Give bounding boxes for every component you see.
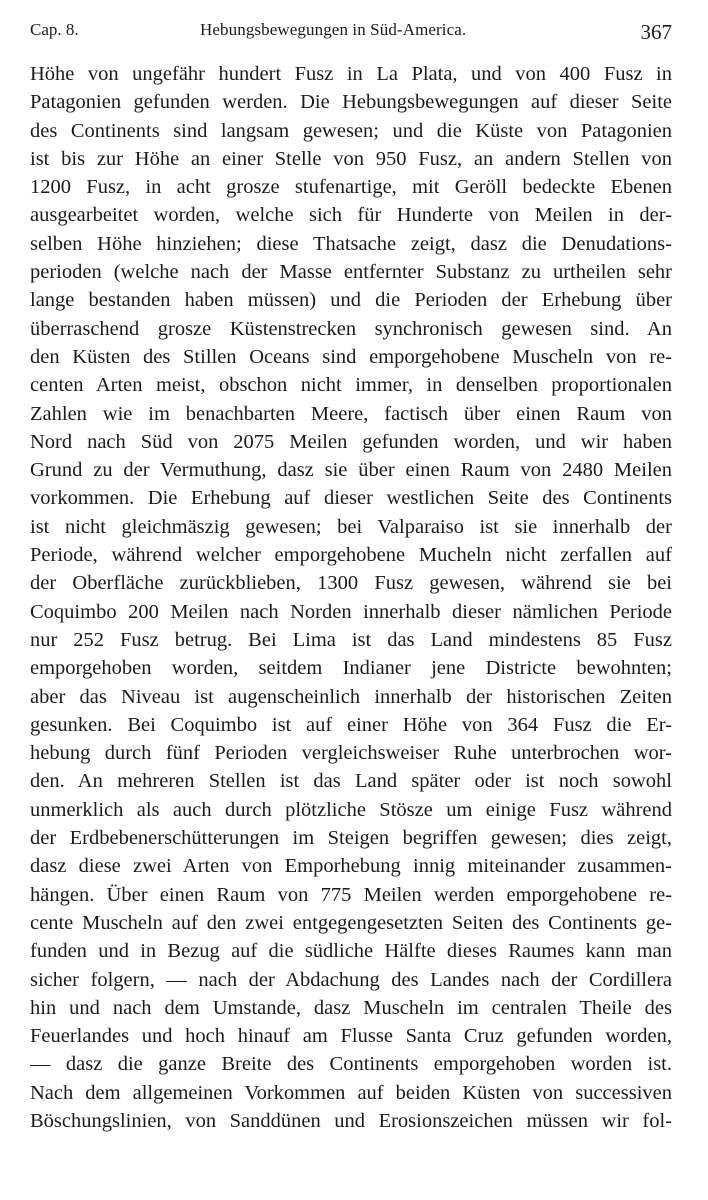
- text-line: Böschungslinien, von Sanddünen und Erosionszeichen müssen wir fol-: [30, 1109, 672, 1132]
- text-line: den Küsten des Stillen Oceans sind emporgehobene Muscheln von re-: [30, 345, 672, 368]
- text-line: funden und in Bezug auf die südliche Hälfte dieses Raumes kann man: [30, 940, 672, 963]
- text-line: unmerklich als auch durch plötzliche Stösze um einige Fusz während: [30, 798, 672, 821]
- text-line: sicher folgern, — nach der Abdachung des Landes nach der Cordillera: [30, 968, 672, 991]
- text-line: der Oberfläche zurückblieben, 1300 Fusz gewesen, während sie bei: [30, 572, 672, 595]
- text-line: ist nicht gleichmäszig gewesen; bei Valparaiso ist sie innerhalb der: [30, 515, 672, 538]
- text-line: den. An mehreren Stellen ist das Land später oder ist noch sowohl: [30, 770, 672, 793]
- text-line: ausgearbeitet worden, welche sich für Hunderte von Meilen in der-: [30, 204, 672, 227]
- text-line: cente Muscheln auf den zwei entgegengesetzten Seiten des Continents ge-: [30, 911, 672, 934]
- text-line: Zahlen wie im benachbarten Meere, factisch über einen Raum von: [30, 402, 672, 425]
- text-line: Patagonien gefunden werden. Die Hebungsbewegungen auf dieser Seite: [30, 91, 672, 114]
- text-line: nur 252 Fusz betrug. Bei Lima ist das Land mindestens 85 Fusz: [30, 628, 672, 651]
- text-line: des Continents sind langsam gewesen; und die Küste von Patagonien: [30, 119, 672, 142]
- text-line: dasz diese zwei Arten von Emporhebung innig miteinander zusammen-: [30, 855, 672, 878]
- text-line: — dasz die ganze Breite des Continents emporgehoben worden ist.: [30, 1053, 672, 1076]
- chapter-label: Cap. 8.: [30, 20, 79, 39]
- text-line: hängen. Über einen Raum von 775 Meilen werden emporgehobene re-: [30, 883, 672, 906]
- page-number: 367: [640, 20, 672, 44]
- text-line: aber das Niveau ist augenscheinlich innerhalb der historischen Zeiten: [30, 685, 672, 708]
- body-text: [30, 60, 672, 1135]
- text-line: überraschend grosze Küstenstrecken synchronisch gewesen sind. An: [30, 317, 672, 340]
- text-line: selben Höhe hinziehen; diese Thatsache zeigt, dasz die Denudations-: [30, 232, 672, 255]
- text-line: Höhe von ungefähr hundert Fusz in La Plata, und von 400 Fusz in: [30, 63, 672, 85]
- running-header: [30, 20, 672, 44]
- text-line: hebung durch fünf Perioden vergleichsweiser Ruhe unterbrochen wor-: [30, 742, 672, 765]
- running-title: Hebungsbewegungen in Süd-America.: [200, 20, 467, 39]
- text-line: gesunken. Bei Coquimbo ist auf einer Höhe von 364 Fusz die Er-: [30, 713, 672, 736]
- text-line: perioden (welche nach der Masse entfernter Substanz zu urtheilen sehr: [30, 261, 672, 284]
- text-line: 1200 Fusz, in acht grosze stufenartige, mit Geröll bedeckte Ebenen: [30, 176, 672, 199]
- text-line: Coquimbo 200 Meilen nach Norden innerhalb dieser nämlichen Periode: [30, 600, 672, 623]
- text-line: Periode, während welcher emporgehobene Mucheln nicht zerfallen auf: [30, 544, 672, 567]
- text-line: hin und nach dem Umstande, dasz Muscheln im centralen Theile des: [30, 996, 672, 1019]
- text-line: centen Arten meist, obschon nicht immer, in denselben proportionalen: [30, 374, 672, 397]
- text-line: Feuerlandes und hoch hinauf am Flusse Santa Cruz gefunden worden,: [30, 1025, 672, 1048]
- text-line: lange bestanden haben müssen) und die Perioden der Erhebung über: [30, 289, 672, 312]
- text-line: Grund zu der Vermuthung, dasz sie über einen Raum von 2480 Meilen: [30, 459, 672, 482]
- text-line: Nach dem allgemeinen Vorkommen auf beiden Küsten von successiven: [30, 1081, 672, 1104]
- text-line: der Erdbebenerschütterungen im Steigen begriffen gewesen; dies zeigt,: [30, 827, 672, 850]
- text-line: Nord nach Süd von 2075 Meilen gefunden worden, und wir haben: [30, 430, 672, 453]
- text-line: vorkommen. Die Erhebung auf dieser westlichen Seite des Continents: [30, 487, 672, 510]
- text-line: emporgehoben worden, seitdem Indianer jene Districte bewohnten;: [30, 657, 672, 680]
- text-line: ist bis zur Höhe an einer Stelle von 950 Fusz, an andern Stellen von: [30, 147, 672, 170]
